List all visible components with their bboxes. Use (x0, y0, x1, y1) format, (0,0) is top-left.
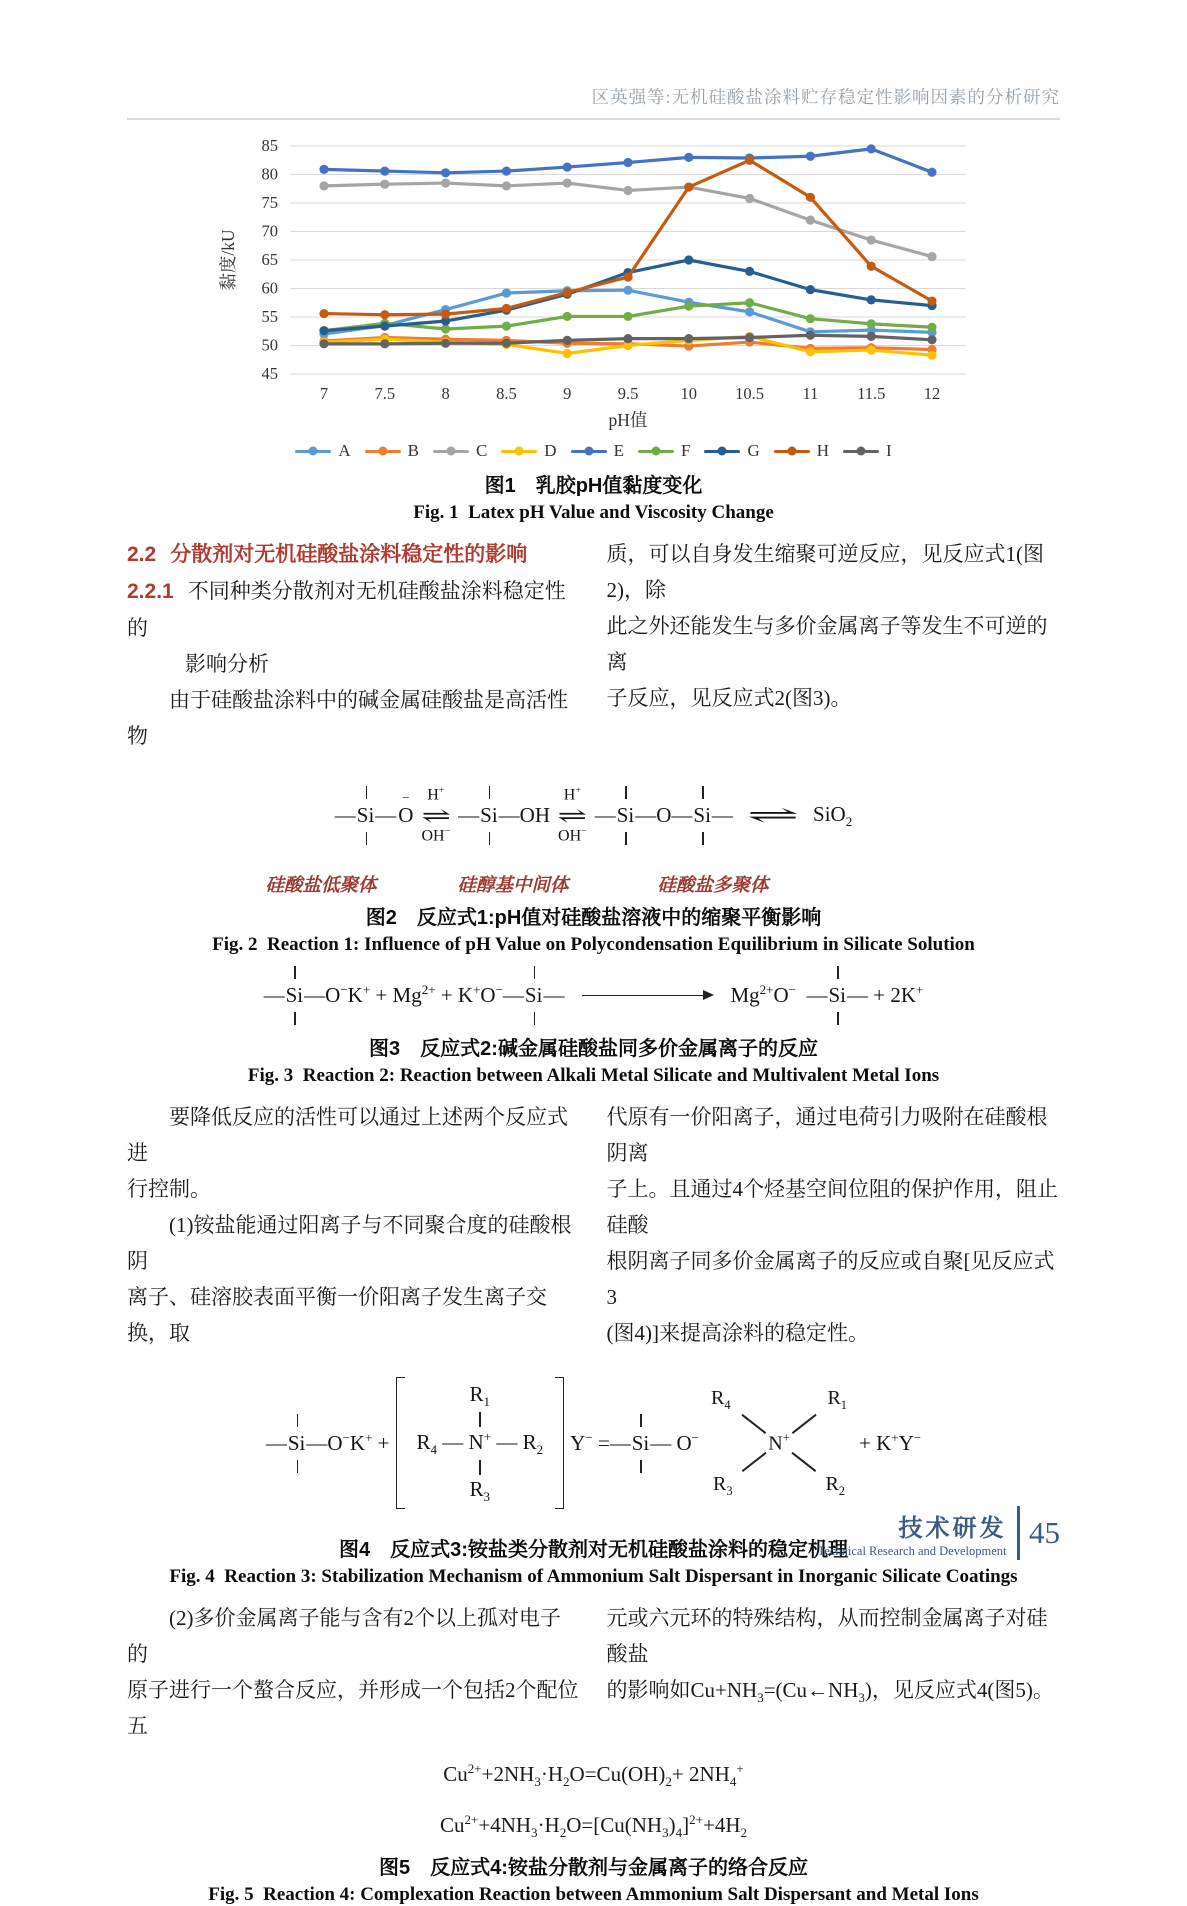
legend-item-G (704, 441, 759, 461)
bond-dash: — (498, 803, 520, 828)
legend-label: A (338, 441, 351, 460)
running-head: 区英强等:无机硅酸盐涂料贮存稳定性影响因素的分析研究 (591, 87, 1060, 107)
svg-text:70: 70 (261, 221, 278, 241)
legend-item-F (638, 441, 690, 461)
paragraph-line: 子反应，见反应式2(图3)。 (606, 686, 852, 710)
bond-dash: — (304, 982, 326, 1007)
figure-3-caption-en: Fig. 3 Reaction 2: Reaction between Alkali Metal Silicate and Multivalent Metal Ions (247, 1065, 940, 1087)
reactant-ions: $O^-K^+ + Mg^{2+} + K^+O^-$ (325, 982, 503, 1008)
svg-text:50: 50 (261, 335, 278, 355)
si-atom: Si (287, 1430, 306, 1455)
paragraph-block-2 (127, 1099, 1060, 1351)
bond-dash: — (635, 803, 657, 828)
right-bracket (555, 1377, 564, 1509)
figure-5-caption-zh: 图5 反应式4:铵盐分散剂与金属离子的络合反应 (379, 1856, 808, 1879)
svg-text:65: 65 (261, 250, 278, 269)
diagonal-bond (742, 1414, 767, 1434)
legend-marker (638, 450, 674, 453)
svg-text:10: 10 (680, 384, 697, 403)
label-silicate-polymer: 硅酸盐多聚体 (657, 876, 769, 897)
reaction-arrow (582, 995, 712, 997)
paragraph-line: (图4)]来提高涂料的稳定性。 (606, 1321, 869, 1346)
o-minus-ion: O− (676, 1430, 699, 1456)
figure-4-caption-zh: 图4 反应式3:铵盐类分散剂对无机硅酸盐涂料的稳定机理 (339, 1539, 848, 1562)
legend-item-E (571, 441, 624, 461)
r1-group: $R_1$ (827, 1387, 847, 1413)
paragraph-line: (2)多价金属离子能与含有2个以上孤对电子的 (127, 1606, 561, 1667)
paragraph-line: 要降低反应的活性可以通过上述两个反应式进 (127, 1105, 568, 1166)
footer-section-name: 技术研发 Technical Research and Development (817, 1514, 1007, 1558)
section-2-2-title: 分散剂对无机硅酸盐涂料稳定性的影响 (170, 543, 528, 566)
bond-dash: — (265, 1430, 287, 1455)
legend-dot (787, 447, 796, 456)
svg-text:9: 9 (562, 384, 571, 403)
n-plus-center: N+ (768, 1431, 790, 1455)
ammonium-mid-row: $R_4$ — N+ — $R_2$ (416, 1428, 544, 1457)
svg-text:55: 55 (261, 307, 278, 326)
legend-item-A (295, 441, 350, 461)
sio2-product: SiO$_2$ (813, 801, 853, 829)
bond-dash: — (334, 803, 356, 828)
legend-item-D (501, 441, 556, 461)
reaction-1-row (194, 760, 994, 869)
si-atom: Si (616, 803, 635, 828)
legend-marker (365, 450, 401, 453)
svg-text:12: 12 (923, 384, 940, 403)
bond-dash: — (711, 803, 733, 828)
page-number: 45 (1029, 1515, 1060, 1550)
reaction-1-diagram (194, 760, 994, 901)
figure-5-caption-en: Fig. 5 Reaction 4: Complexation Reaction between Ammonium Salt Dispersant and Metal Ions (208, 1883, 979, 1905)
svg-text:11.5: 11.5 (856, 384, 885, 403)
bond-dash: — (594, 803, 616, 828)
product-ion: $Mg^{2+}O^-$ (730, 982, 796, 1008)
si-atom: Si (524, 982, 543, 1007)
left-bracket (396, 1377, 405, 1509)
left-column (127, 1600, 581, 1744)
legend-dot (378, 447, 387, 456)
quaternary-ammonium-cross (405, 1382, 556, 1506)
left-column (127, 536, 581, 754)
bond-dash: — (671, 803, 693, 828)
svg-text:10.5: 10.5 (734, 384, 764, 403)
right-column (607, 1600, 1061, 1744)
bond-dash: — (375, 803, 397, 828)
si-atom: Si (693, 803, 711, 828)
section-2-2-1-number: 2.2.1 (127, 580, 174, 603)
r3-group: $R_3$ (469, 1476, 491, 1505)
legend-label: G (747, 441, 760, 460)
legend-label: F (680, 441, 691, 460)
legend-dot (309, 447, 318, 456)
figure-2-caption-en: Fig. 2 Reaction 1: Influence of pH Value on Polycondensation Equilibrium in Silicate Solution (212, 934, 975, 956)
svg-text:pH值: pH值 (608, 410, 647, 430)
diagonal-bond (792, 1452, 817, 1472)
footer-divider (1017, 1506, 1021, 1560)
r1-group: $R_1$ (469, 1381, 491, 1409)
chart-legend (127, 441, 1060, 461)
paragraph-line: 子上。且通过4个烃基空间位阻的保护作用，阻止硅酸 (606, 1177, 1058, 1238)
si-atom: Si (285, 982, 304, 1007)
bond-dash: — (609, 1430, 631, 1455)
legend-marker (704, 450, 740, 453)
paragraph-line: 由于硅酸盐涂料中的碱金属硅酸盐是高活性物 (127, 688, 568, 748)
equilibrium-arrow: H+ ⇌ OH− (421, 785, 451, 845)
right-column (607, 536, 1061, 754)
ky-product: + K+Y− (858, 1430, 922, 1456)
svg-text:45: 45 (261, 364, 278, 383)
bond-vertical (479, 1412, 480, 1427)
legend-label: B (407, 441, 419, 460)
reaction-1-labels (194, 871, 994, 901)
bond-dash: — (543, 982, 565, 1007)
svg-text:8.5: 8.5 (495, 384, 517, 403)
figure-3-caption-zh: 图3 反应式2:碱金属硅酸盐同多价金属离子的反应 (369, 1038, 818, 1061)
equation-line: $Cu^{2+}+2NH_3\cdot H_2O=Cu(OH)_2+ 2NH_4^+$ (443, 1761, 744, 1790)
legend-marker (501, 450, 537, 453)
legend-dot (857, 447, 866, 456)
o-k-ion: O−K+ + (327, 1430, 390, 1456)
paragraph-line: (1)铵盐能通过阳离子与不同聚合度的硅酸根阴 (127, 1213, 572, 1274)
legend-item-B (365, 441, 419, 461)
legend-marker (774, 450, 810, 453)
bond-dash: — (263, 982, 285, 1007)
legend-dot (584, 447, 593, 456)
legend-label: C (475, 441, 488, 460)
label-silanol-intermediate: 硅醇基中间体 (457, 876, 569, 897)
svg-text:9.5: 9.5 (617, 384, 638, 403)
figure-1-caption-en: Fig. 1 Latex pH Value and Viscosity Change (413, 502, 774, 523)
figure-4-caption-en: Fig. 4 Reaction 3: Stabilization Mechanism of Ammonium Salt Dispersant in Inorganic Silicate Coatings (169, 1566, 1018, 1588)
section-2-2-1-heading-line2: 影响分析 (185, 652, 269, 676)
bond-dash: — (650, 1430, 672, 1455)
right-column (607, 1099, 1061, 1351)
section-2-2-number: 2.2 (127, 543, 157, 566)
svg-text:11: 11 (801, 384, 818, 403)
bond-dash: — (306, 1430, 328, 1455)
equilibrium-arrow-wide: ⇌ (746, 803, 800, 830)
viscosity-chart-svg (194, 134, 994, 436)
o-atom: O (656, 803, 672, 828)
paragraph-line: 代原有一价阳离子，通过电荷引力吸附在硅酸根阴离 (606, 1105, 1048, 1166)
svg-text:60: 60 (261, 278, 278, 298)
svg-text:8: 8 (440, 384, 450, 403)
legend-dot (651, 447, 660, 456)
legend-dot (515, 447, 524, 456)
legend-dot (718, 447, 727, 456)
bond-dash: — (502, 982, 524, 1007)
bond-dash: — (806, 982, 828, 1007)
ammonium-star-structure (703, 1387, 855, 1499)
svg-text:85: 85 (261, 136, 278, 155)
reaction-2-diagram (127, 956, 1060, 1032)
section-2-2-text (127, 536, 1060, 754)
o-minus-atom: − O (398, 790, 414, 828)
label-silicate-oligomer: 硅酸盐低聚体 (265, 876, 377, 897)
paragraph-line: 行控制。 (127, 1177, 211, 1202)
legend-label: E (613, 441, 624, 460)
legend-label: H (816, 441, 829, 460)
bond-dash: — (458, 803, 480, 828)
equation-line: $Cu^{2+}+4NH_3\cdot H_2O=[Cu(NH_3)_4]^{2+}+4H_2$ (439, 1811, 748, 1840)
svg-text:80: 80 (261, 164, 278, 184)
si-atom: Si (480, 803, 498, 828)
y-anion: Y− = (570, 1430, 610, 1456)
si-atom: Si (828, 982, 847, 1007)
legend-marker (571, 450, 607, 453)
legend-item-C (433, 441, 487, 461)
header-rule (127, 118, 1060, 120)
svg-text:7: 7 (319, 384, 328, 403)
svg-text:7.5: 7.5 (373, 384, 395, 403)
paragraph-line: 原子进行一个螯合反应，并形成一个包括2个配位五 (127, 1678, 579, 1739)
paragraph-line: 元或六元环的特殊结构，从而控制金属离子对硅酸盐 (606, 1606, 1048, 1667)
svg-text:黏度/kU: 黏度/kU (217, 229, 238, 291)
figure-1-caption-zh: 图1 乳胶pH值黏度变化 (484, 475, 703, 497)
reaction-4-equations (127, 1750, 1060, 1850)
si-atom: Si (356, 803, 375, 828)
si-atom: Si (631, 1430, 650, 1455)
left-column (127, 1099, 581, 1351)
legend-dot (446, 447, 455, 456)
diagonal-bond (742, 1452, 767, 1472)
legend-item-H (774, 441, 829, 461)
svg-text:75: 75 (261, 193, 278, 212)
paragraph-line: 此之外还能发生与多价金属离子等发生不可逆的离 (606, 614, 1048, 674)
legend-marker (295, 450, 331, 453)
section-2-2-1-heading: 2.2.1 不同种类分散剂对无机硅酸盐涂料稳定性的 (127, 579, 566, 640)
product-2k: + 2K+ (873, 982, 924, 1008)
oh-group: OH (519, 803, 551, 828)
section-2-2-heading (127, 536, 581, 573)
legend-label: D (544, 441, 557, 460)
diagonal-bond (792, 1414, 817, 1434)
paragraph-line: 质，可以自身发生缩聚可逆反应，见反应式1(图2)，除 (606, 542, 1044, 602)
legend-marker (843, 450, 879, 453)
legend-item-I (843, 441, 892, 461)
paragraph-line: 的影响如$Cu+NH_3=(Cu\leftarrow NH_3)$，见反应式4(图5)。 (606, 1678, 1054, 1706)
bond-vertical (479, 1460, 480, 1475)
paragraph-line: 根阴离子同多价金属离子的反应或自聚[见反应式3 (606, 1249, 1055, 1310)
ammonium-bracket-group (396, 1377, 565, 1509)
r2-group: $R_2$ (825, 1473, 845, 1499)
paragraph-line: 离子、硅溶胶表面平衡一价阳离子发生离子交换，取 (127, 1285, 547, 1346)
legend-label: I (886, 441, 892, 460)
bond-dash: — (847, 982, 869, 1007)
r4-group: $R_4$ (710, 1387, 731, 1413)
r3-group: $R_3$ (712, 1473, 733, 1499)
figure-2-caption-zh: 图2 反应式1:pH值对硅酸盐溶液中的缩聚平衡影响 (365, 907, 822, 930)
figure-1-chart (127, 134, 1060, 461)
paragraph-block-3 (127, 1600, 1060, 1744)
page-footer (818, 1506, 1060, 1560)
legend-marker (433, 450, 469, 453)
equilibrium-arrow: H+ ⇌ OH− (557, 785, 588, 845)
